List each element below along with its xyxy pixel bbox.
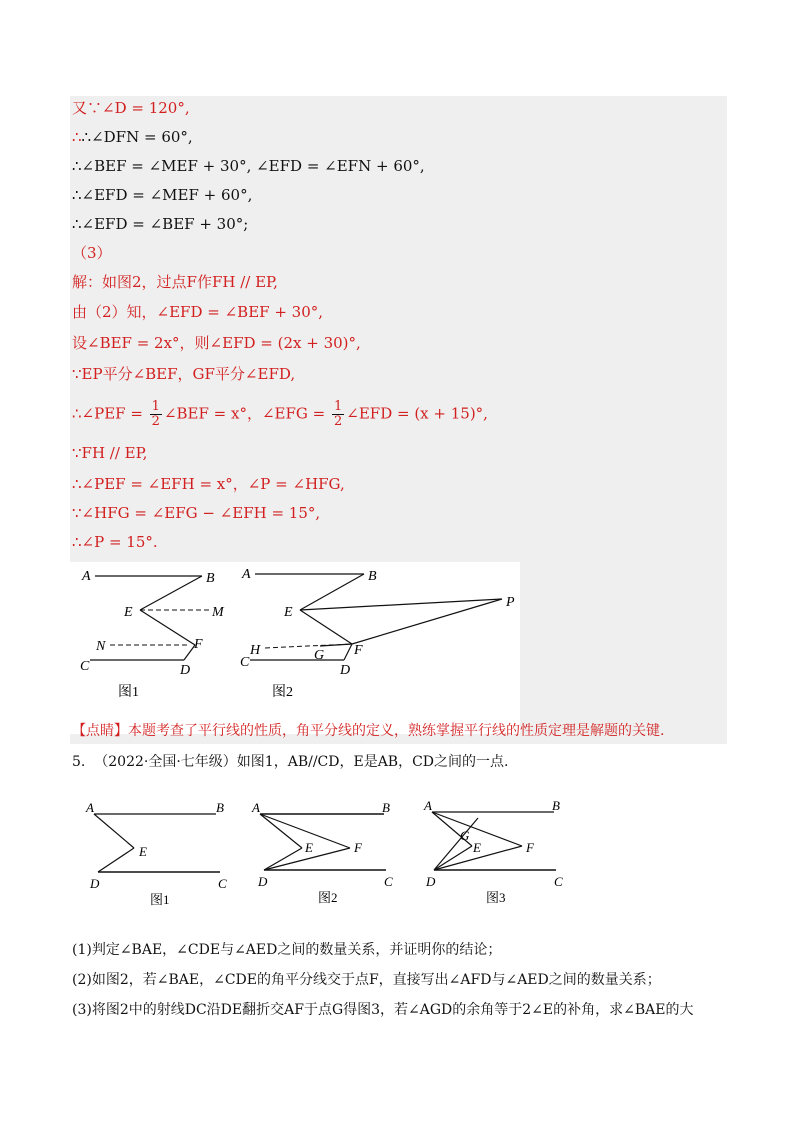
svg-text:图2: 图2	[318, 890, 338, 905]
solution-line: ∴∠EFD = ∠BEF + 30°;	[72, 215, 249, 233]
svg-text:A: A	[424, 798, 432, 813]
svg-text:A: A	[242, 567, 251, 582]
solution-figures	[70, 562, 520, 738]
solution-line: ∴∠P = 15°.	[72, 533, 158, 551]
svg-text:E: E	[305, 840, 313, 855]
solution-line: 由（2）知，∠EFD = ∠BEF + 30°,	[72, 303, 324, 321]
svg-text:E: E	[473, 840, 481, 855]
problem-figures	[80, 796, 580, 915]
solution-line: 又∵∠D = 120°,	[72, 99, 190, 117]
svg-text:F: F	[194, 637, 203, 652]
svg-text:B: B	[216, 800, 224, 815]
problem-heading: 5. （2022·全国·七年级）如图1，AB//CD，E是AB，CD之间的一点.	[72, 754, 509, 770]
question-3: (3)将图2中的射线DC沿DE翻折交AF于点G得图3，若∠AGD的余角等于2∠E的补角，求∠BAE的大	[72, 1002, 694, 1018]
svg-text:B: B	[382, 800, 390, 815]
svg-text:E: E	[139, 844, 147, 859]
svg-text:G: G	[460, 828, 470, 843]
solution-figures-svg	[70, 562, 520, 734]
fraction: $\frac{1}{2}$	[151, 399, 160, 429]
question-2: (2)如图2，若∠BAE，∠CDE的角平分线交于点F，直接写出∠AFD与∠AED之间的数量关系；	[72, 972, 661, 988]
svg-text:图3: 图3	[486, 890, 506, 905]
svg-text:G: G	[314, 648, 325, 663]
solution-line: ∵∠HFG = ∠EFG − ∠EFH = 15°,	[72, 504, 321, 522]
svg-text:H: H	[250, 643, 261, 658]
solution-line: 解：如图2，过点F作FH // EP,	[72, 273, 278, 291]
svg-text:F: F	[354, 840, 362, 855]
svg-text:E: E	[124, 605, 133, 620]
svg-text:A: A	[86, 800, 94, 815]
svg-text:图1: 图1	[118, 685, 139, 700]
fraction: $\frac{1}{2}$	[333, 399, 343, 429]
svg-text:C: C	[554, 874, 563, 889]
svg-text:B: B	[368, 569, 377, 584]
svg-text:D: D	[180, 663, 191, 678]
svg-text:A: A	[252, 800, 260, 815]
solution-line: 设∠BEF = 2x°，则∠EFD = (2x + 30)°,	[72, 334, 361, 352]
svg-text:图1: 图1	[150, 892, 170, 907]
svg-text:D: D	[90, 876, 100, 891]
part-label: （3）	[72, 244, 112, 262]
solution-line: ∴∠EFD = ∠MEF + 60°,	[72, 186, 253, 204]
svg-text:C: C	[240, 655, 250, 670]
svg-text:C: C	[384, 874, 393, 889]
solution-line-fraction: ∴∠PEF = $\frac{1}{2}$ ∠BEF = x°，∠EFG = $\frac{1}{2}$ ∠EFD = (x + 15)°,	[72, 399, 488, 429]
solution-line: ∴∠BEF = ∠MEF + 30°, ∠EFD = ∠EFN + 60°,	[72, 157, 425, 175]
svg-text:B: B	[206, 571, 215, 586]
svg-text:N: N	[96, 639, 106, 654]
svg-text:图2: 图2	[272, 685, 293, 700]
solution-line: ∴∴∠DFN = 60°,	[72, 128, 193, 146]
svg-text:C: C	[80, 659, 90, 674]
solution-line: ∴∠PEF = ∠EFH = x°，∠P = ∠HFG,	[72, 475, 345, 493]
svg-text:M: M	[212, 605, 224, 620]
solution-line: ∵EP平分∠BEF，GF平分∠EFD,	[72, 365, 296, 383]
svg-text:F: F	[354, 643, 363, 658]
svg-text:D: D	[340, 663, 351, 678]
problem-figures-svg	[80, 796, 580, 911]
svg-text:D: D	[426, 874, 436, 889]
svg-text:A: A	[82, 569, 91, 584]
svg-text:B: B	[552, 798, 560, 813]
svg-text:D: D	[258, 874, 268, 889]
svg-text:C: C	[218, 876, 227, 891]
svg-text:P: P	[506, 595, 515, 610]
question-1: (1)判定∠BAE，∠CDE与∠AED之间的数量关系，并证明你的结论；	[72, 942, 502, 958]
key-point-comment: 【点睛】本题考查了平行线的性质，角平分线的定义，熟练掌握平行线的性质定理是解题的关键.	[72, 723, 665, 739]
svg-text:F: F	[526, 840, 534, 855]
solution-line: ∵FH // EP,	[72, 444, 148, 462]
svg-text:E: E	[284, 605, 293, 620]
